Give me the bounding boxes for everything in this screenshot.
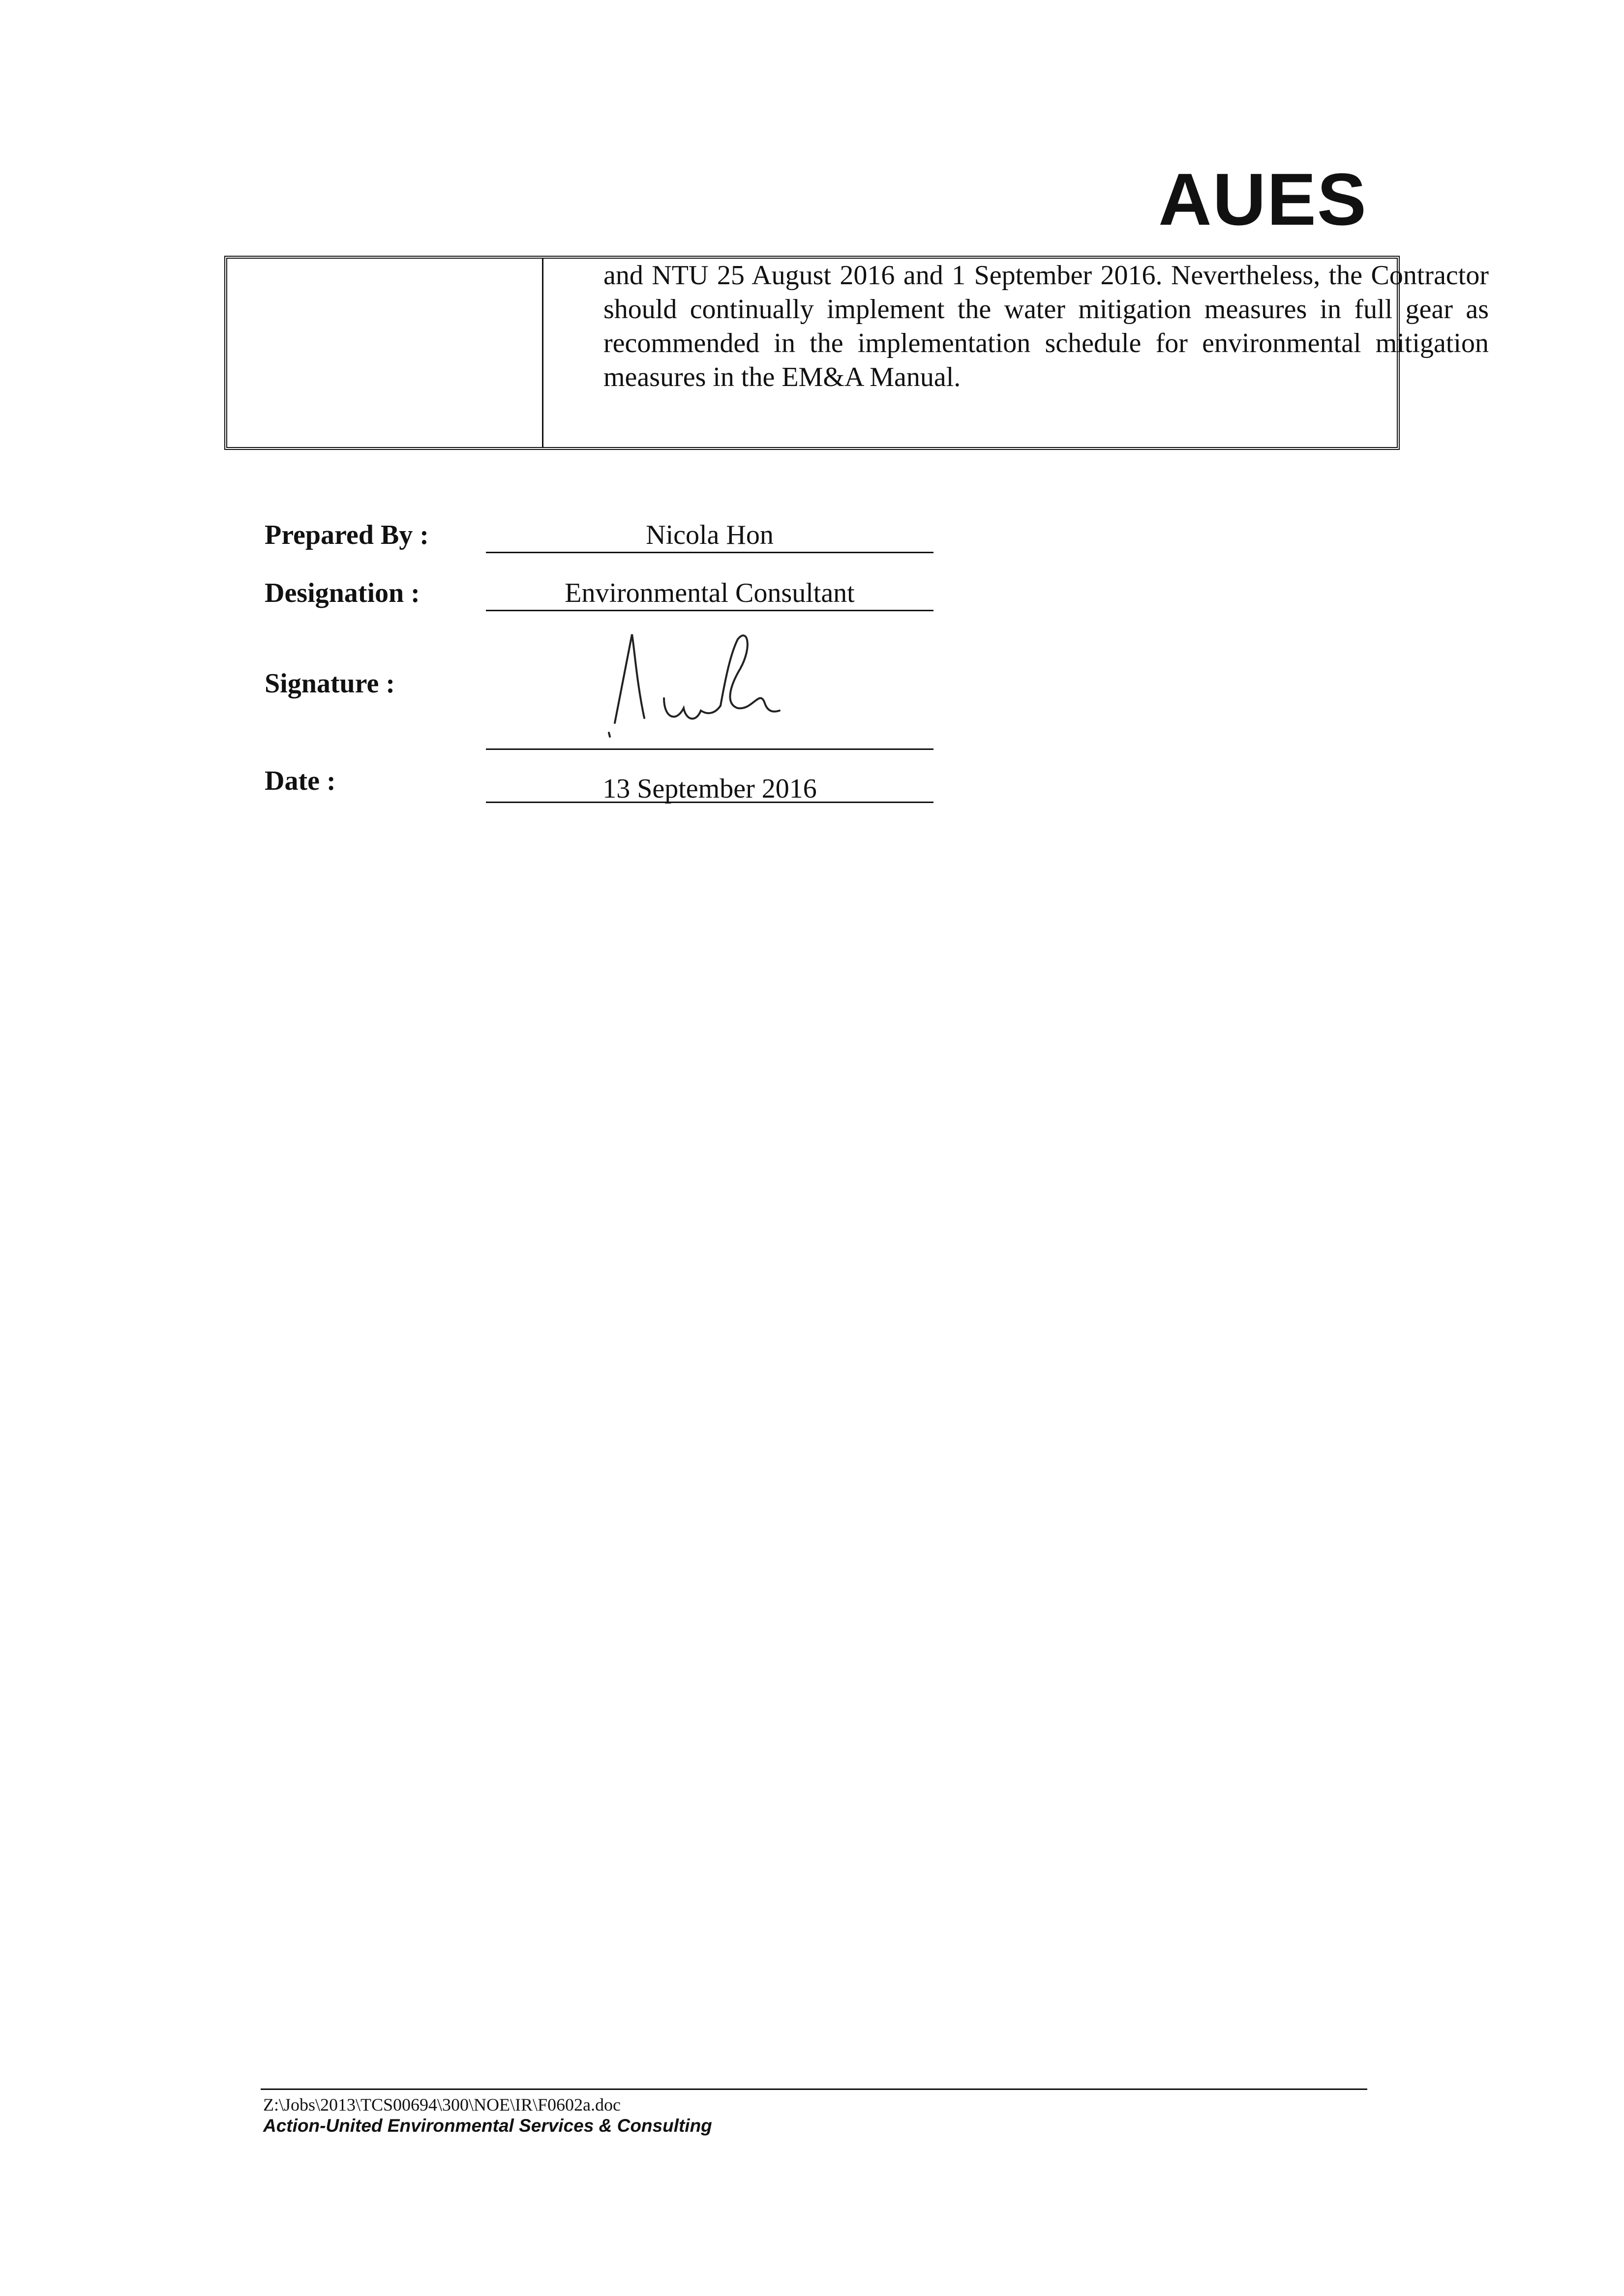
prepared-by-value: Nicola Hon: [646, 520, 774, 550]
signature-label: Signature :: [265, 668, 395, 699]
prepared-by-underline: [486, 552, 933, 553]
footer-company-name: Action-United Environmental Services & Consulting: [263, 2116, 712, 2136]
designation-label: Designation :: [265, 578, 420, 608]
designation-underline: [486, 610, 933, 611]
date-value: 13 September 2016: [602, 774, 817, 804]
designation-value: Environmental Consultant: [565, 578, 855, 608]
company-logo: AUES: [1158, 158, 1367, 240]
date-label: Date :: [265, 766, 336, 796]
table-column-divider: [542, 259, 543, 447]
content-table: [224, 256, 1489, 450]
handwritten-signature: [590, 625, 816, 747]
date-underline: [486, 802, 933, 803]
table-cell-text: and NTU 25 August 2016 and 1 September 2016. Nevertheless, the Contractor should continually implement the water mitigation measures in full gear as recommended in the implementation schedule for environmental mitigation measures in the EM&A Manual.: [603, 260, 1489, 392]
prepared-by-label: Prepared By :: [265, 520, 429, 550]
footer-file-path: Z:\Jobs\2013\TCS00694\300\NOE\IR\F0602a.doc: [263, 2095, 621, 2115]
footer-divider: [261, 2088, 1367, 2090]
signature-underline: [486, 748, 933, 750]
